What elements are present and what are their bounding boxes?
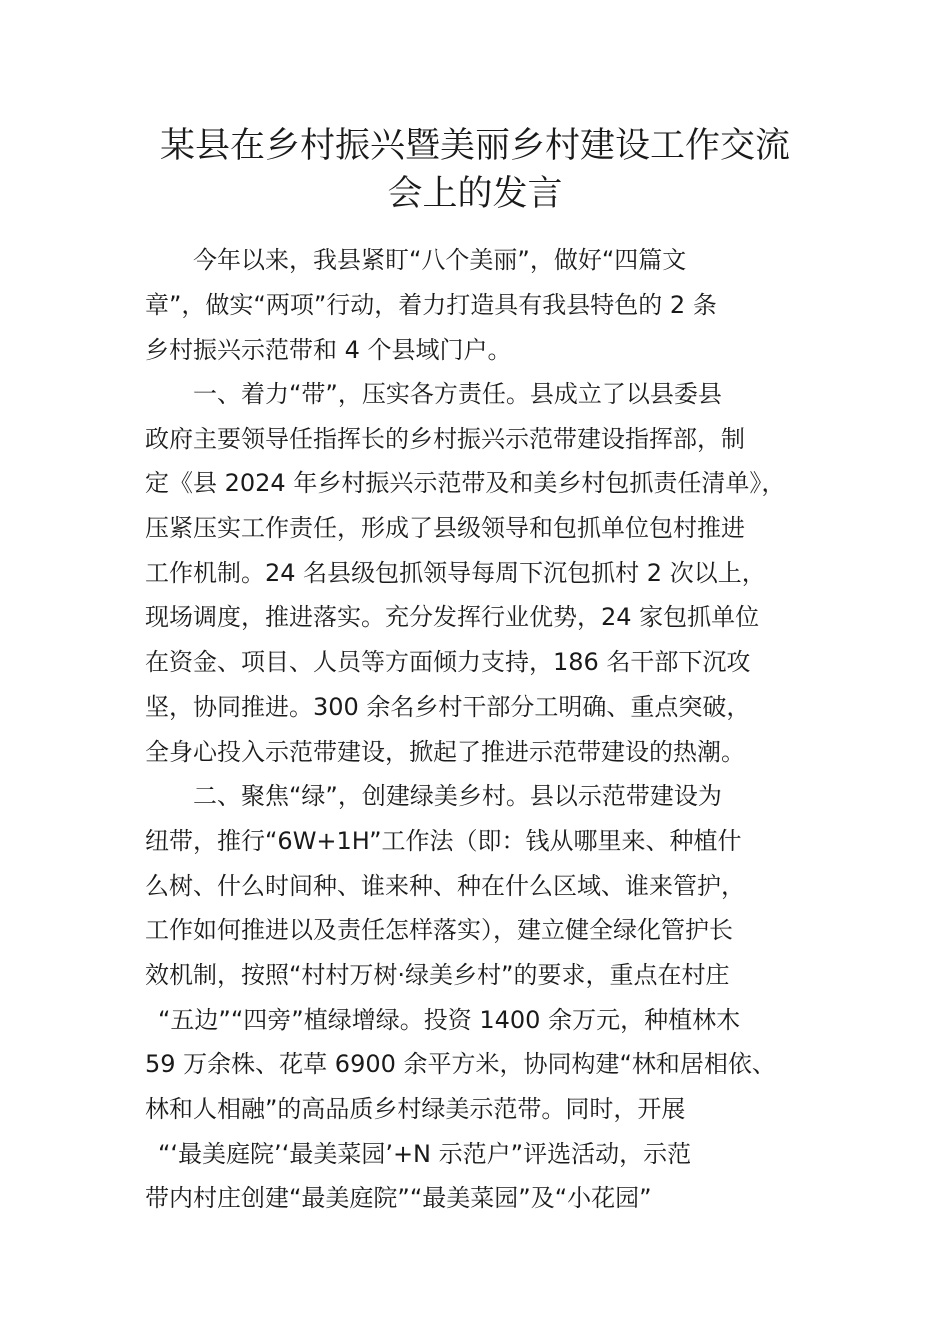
paragraph-line: “‘最美庭院’‘最美菜园’+N 示范户”评选活动，示范: [158, 1140, 692, 1168]
paragraph-line: 章”，做实“两项”行动，着力打造具有我县特色的 2 条: [145, 291, 717, 319]
document-title-line-2: 会上的发言: [387, 174, 563, 214]
paragraph-line: 今年以来，我县紧盯“八个美丽”，做好“四篇文: [193, 246, 687, 274]
paragraph-line: 林和人相融”的高品质乡村绿美示范带。同时，开展: [145, 1095, 686, 1123]
paragraph-line: 带内村庄创建“最美庭院”“最美菜园”及“小花园”: [145, 1184, 652, 1212]
paragraph-line: 定《县 2024 年乡村振兴示范带及和美乡村包抓责任清单》，: [145, 469, 786, 497]
paragraph-line: 政府主要领导任指挥长的乡村振兴示范带建设指挥部，制: [145, 425, 745, 453]
paragraph-line: 全身心投入示范带建设，掀起了推进示范带建设的热潮。: [145, 738, 745, 766]
paragraph-line: 工作如何推进以及责任怎样落实），建立健全绿化管护长: [145, 916, 733, 944]
paragraph-line: 效机制，按照“村村万树·绿美乡村”的要求，重点在村庄: [145, 961, 730, 989]
paragraph-line: “五边”“四旁”植绿增绿。投资 1400 余万元，种植林木: [158, 1006, 741, 1034]
paragraph-line: 二、聚焦“绿”，创建绿美乡村。县以示范带建设为: [193, 782, 722, 810]
document-title-line-1: 某县在乡村振兴暨美丽乡村建设工作交流: [159, 126, 790, 166]
paragraph-line: 工作机制。24 名县级包抓领导每周下沉包抓村 2 次以上，: [145, 559, 766, 587]
paragraph-line: 纽带，推行“6W+1H”工作法（即：钱从哪里来、种植什: [145, 827, 742, 855]
paragraph-line: 压紧压实工作责任，形成了县级领导和包抓单位包村推进: [145, 514, 745, 542]
paragraph-line: 一、着力“带”，压实各方责任。县成立了以县委县: [193, 380, 722, 408]
paragraph-line: 坚，协同推进。300 余名乡村干部分工明确、重点突破，: [145, 693, 751, 721]
paragraph-line: 59 万余株、花草 6900 余平方米，协同构建“林和居相依、: [145, 1050, 776, 1078]
paragraph-line: 乡村振兴示范带和 4 个县域门户。: [145, 336, 512, 364]
paragraph-line: 现场调度，推进落实。充分发挥行业优势，24 家包抓单位: [145, 603, 760, 631]
paragraph-line: 么树、什么时间种、谁来种、种在什么区域、谁来管护，: [145, 872, 745, 900]
paragraph-line: 在资金、项目、人员等方面倾力支持，186 名干部下沉攻: [145, 648, 751, 676]
